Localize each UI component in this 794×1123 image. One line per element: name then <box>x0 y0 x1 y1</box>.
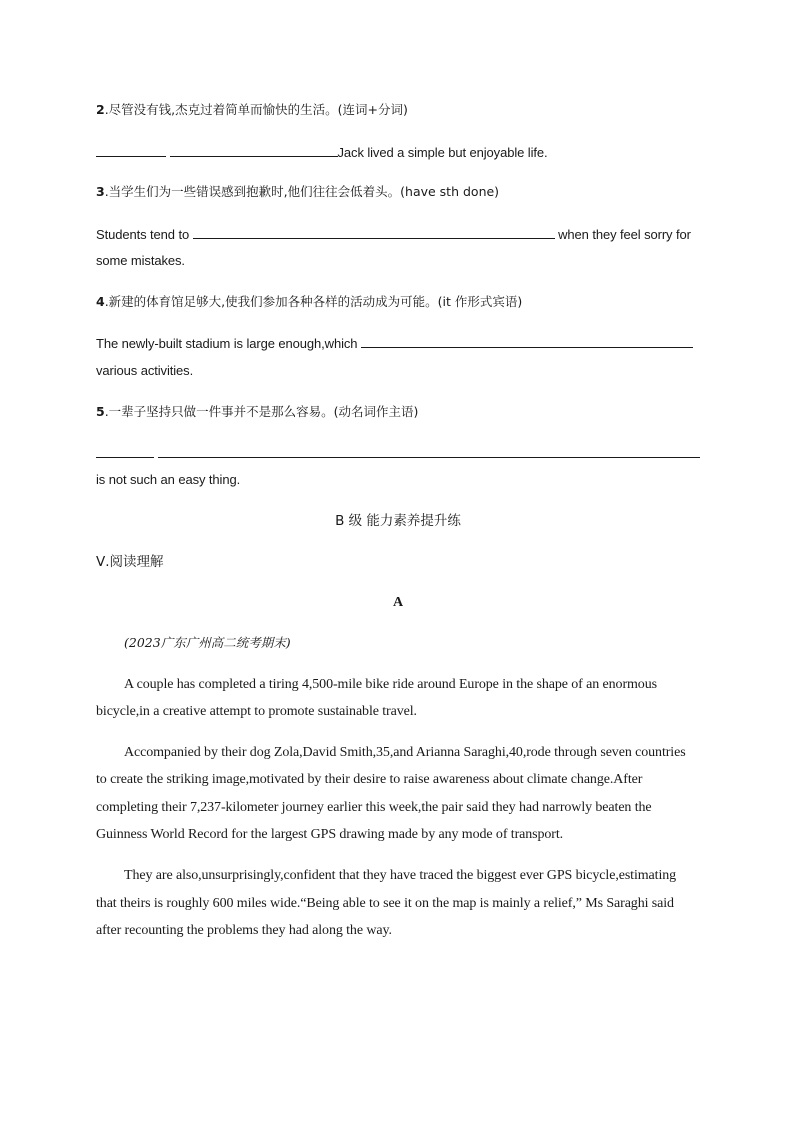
answer-blank[interactable] <box>96 144 166 157</box>
paragraph-line: that theirs is roughly 600 miles wide.“Being able to see it on the map is mainly a relief,” Ms Saraghi said <box>96 896 674 911</box>
paragraph-line: A couple has completed a tiring 4,500-mile bike ride around Europe in the shape of an enormous <box>124 677 657 692</box>
answer-blank[interactable] <box>361 335 693 348</box>
passage-letter: A <box>392 595 404 610</box>
question-3-answer-line2 <box>96 253 700 269</box>
question-5-answer <box>96 445 700 462</box>
answer-text: Students tend to <box>96 227 190 242</box>
question-4-prompt <box>96 294 700 310</box>
question-number: 5 <box>96 404 105 419</box>
paragraph-line: They are also,unsurprisingly,confident that they have traced the biggest ever GPS bicycle,estimating <box>124 868 677 883</box>
answer-text: some mistakes. <box>96 253 185 268</box>
answer-blank[interactable] <box>170 144 338 157</box>
paragraph-line: Accompanied by their dog Zola,David Smith,35,and Arianna Saraghi,40,rode through seven countries <box>124 745 686 760</box>
question-text: .当学生们为一些错误感到抱歉时,他们往往会低着头。(have sth done) <box>104 184 500 199</box>
question-2-answer <box>96 144 700 161</box>
answer-text: is not such an easy thing. <box>96 472 241 487</box>
question-5-answer-line2 <box>96 472 700 488</box>
question-2-prompt <box>96 102 700 118</box>
answer-text: The newly-built stadium is large enough,which <box>96 336 358 351</box>
paragraph-line: Guinness World Record for the largest GPS drawing made by any mode of transport. <box>96 827 564 842</box>
question-5-prompt <box>96 404 700 420</box>
passage-source: (2023广东广州高二统考期末) <box>124 635 291 650</box>
question-text: .一辈子坚持只做一件事并不是那么容易。(动名词作主语) <box>104 404 419 419</box>
answer-text: various activities. <box>96 363 194 378</box>
question-number: 4 <box>96 294 105 309</box>
answer-text: Jack lived a simple but enjoyable life. <box>337 145 548 160</box>
question-text: .新建的体育馆足够大,使我们参加各种各样的活动成为可能。(it 作形式宾语) <box>104 294 523 309</box>
question-4-answer <box>96 335 700 352</box>
question-text: .尽管没有钱,杰克过着简单而愉快的生活。(连词+分词) <box>104 102 408 117</box>
answer-blank[interactable] <box>96 445 154 458</box>
question-3-answer <box>96 226 700 243</box>
question-3-prompt <box>96 184 700 200</box>
answer-text: when they feel sorry for <box>558 227 691 242</box>
answer-blank[interactable] <box>193 226 555 239</box>
paragraph-line: completing their 7,237-kilometer journey earlier this week,the pair said they had narrowly beaten the <box>96 800 652 815</box>
question-number: 3 <box>96 184 105 199</box>
paragraph-line: after recounting the problems they had along the way. <box>96 923 392 938</box>
question-4-answer-line2 <box>96 363 700 379</box>
section-b-title: B 级 能力素养提升练 <box>335 513 461 529</box>
paragraph-line: to create the striking image,motivated by their desire to raise awareness about climate change.After <box>96 772 643 787</box>
paragraph-line: bicycle,in a creative attempt to promote sustainable travel. <box>96 704 417 719</box>
answer-blank[interactable] <box>158 445 700 458</box>
part-v-title: Ⅴ.阅读理解 <box>96 554 164 570</box>
question-number: 2 <box>96 102 105 117</box>
